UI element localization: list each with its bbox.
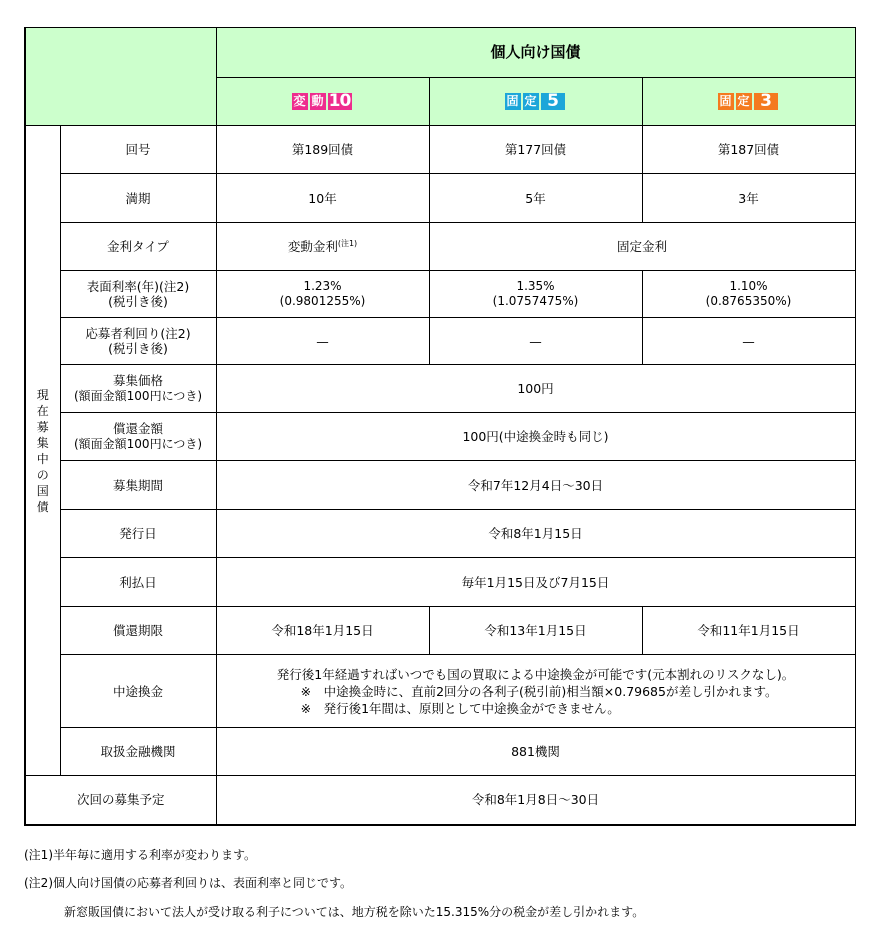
note-3: 新窓販国債において法人が受け取る利子については、地方税を除いた15.315%分の税金が差し引かれます。 <box>64 905 645 919</box>
row-label: 利払日 <box>60 558 216 607</box>
badge-num: 5 <box>541 93 565 110</box>
cell: 1.23% (0.9801255%) <box>216 271 429 318</box>
row-label: 償還期限 <box>60 607 216 655</box>
row-label: 金利タイプ <box>60 223 216 271</box>
badge-char: 定 <box>524 94 537 108</box>
row-label: 中途換金 <box>60 655 216 728</box>
cell <box>216 223 429 271</box>
row-label: 募集期間 <box>60 461 216 510</box>
badge-char: 定 <box>737 94 750 108</box>
cell: 令和13年1月15日 <box>429 607 642 655</box>
cell: 第177回債 <box>429 126 642 174</box>
cell: 5年 <box>429 174 642 223</box>
early-redemption-text: 発行後1年経過すればいつでも国の買取による中途換金が可能です(元本割れのリスクなし)。 ※ 中途換金時に、直前2回分の各利子(税引前)相当額×0.79685が差し引かれます。 ※ 発行後1年間は、原則として中途換金ができません。 <box>276 666 795 716</box>
table-title: 個人向け国債 <box>216 28 855 78</box>
cell: 3年 <box>642 174 855 223</box>
row-label: 応募者利回り(注2) (税引き後) <box>60 318 216 365</box>
row-label: 発行日 <box>60 510 216 558</box>
note-ref: (注1) <box>337 238 358 248</box>
side-label-text: 現 在 募 集 中 の 国 債 <box>36 387 49 514</box>
cell: — <box>642 318 855 365</box>
row-label: 償還金額 (額面金額100円につき) <box>60 413 216 461</box>
cell: 100円(中途換金時も同じ) <box>216 413 855 461</box>
row-label: 取扱金融機関 <box>60 728 216 776</box>
cell: — <box>216 318 429 365</box>
badge-cell-fixed5 <box>429 78 642 126</box>
cell: 第187回債 <box>642 126 855 174</box>
badge-num: 3 <box>754 93 778 110</box>
badge-char: 固 <box>719 94 732 108</box>
side-label <box>25 126 60 776</box>
note-2: (注2)個人向け国債の応募者利回りは、表面利率と同じです。 <box>24 876 353 890</box>
cell: 令和8年1月15日 <box>216 510 855 558</box>
cell: 881機関 <box>216 728 855 776</box>
early-redemption-cell <box>216 655 855 728</box>
variable-10-badge <box>292 93 354 110</box>
badge-num: 10 <box>328 91 351 111</box>
header-corner <box>25 28 216 126</box>
cell: 令和7年12月4日～30日 <box>216 461 855 510</box>
cell: — <box>429 318 642 365</box>
badge-char: 動 <box>311 94 324 108</box>
row-label: 満期 <box>60 174 216 223</box>
fixed-5-badge <box>505 93 567 110</box>
badge-cell-variable10 <box>216 78 429 126</box>
badge-cell-fixed3 <box>642 78 855 126</box>
row-label: 次回の募集予定 <box>25 776 216 825</box>
cell: 100円 <box>216 365 855 413</box>
cell: 1.10% (0.8765350%) <box>642 271 855 318</box>
cell: 1.35% (1.0757475%) <box>429 271 642 318</box>
variable-rate: 変動金利 <box>287 239 338 254</box>
badge-char: 変 <box>293 94 306 108</box>
note-1: (注1)半年毎に適用する利率が変わります。 <box>24 848 257 862</box>
cell: 毎年1月15日及び7月15日 <box>216 558 855 607</box>
cell: 令和8年1月8日～30日 <box>216 776 855 825</box>
badge-char: 固 <box>506 94 519 108</box>
cell: 第189回債 <box>216 126 429 174</box>
cell: 令和11年1月15日 <box>642 607 855 655</box>
cell: 固定金利 <box>429 223 855 271</box>
jgb-table <box>24 27 856 826</box>
row-label: 募集価格 (額面金額100円につき) <box>60 365 216 413</box>
cell: 10年 <box>216 174 429 223</box>
fixed-3-badge <box>718 93 780 110</box>
row-label: 回号 <box>60 126 216 174</box>
row-label: 表面利率(年)(注2) (税引き後) <box>60 271 216 318</box>
cell: 令和18年1月15日 <box>216 607 429 655</box>
